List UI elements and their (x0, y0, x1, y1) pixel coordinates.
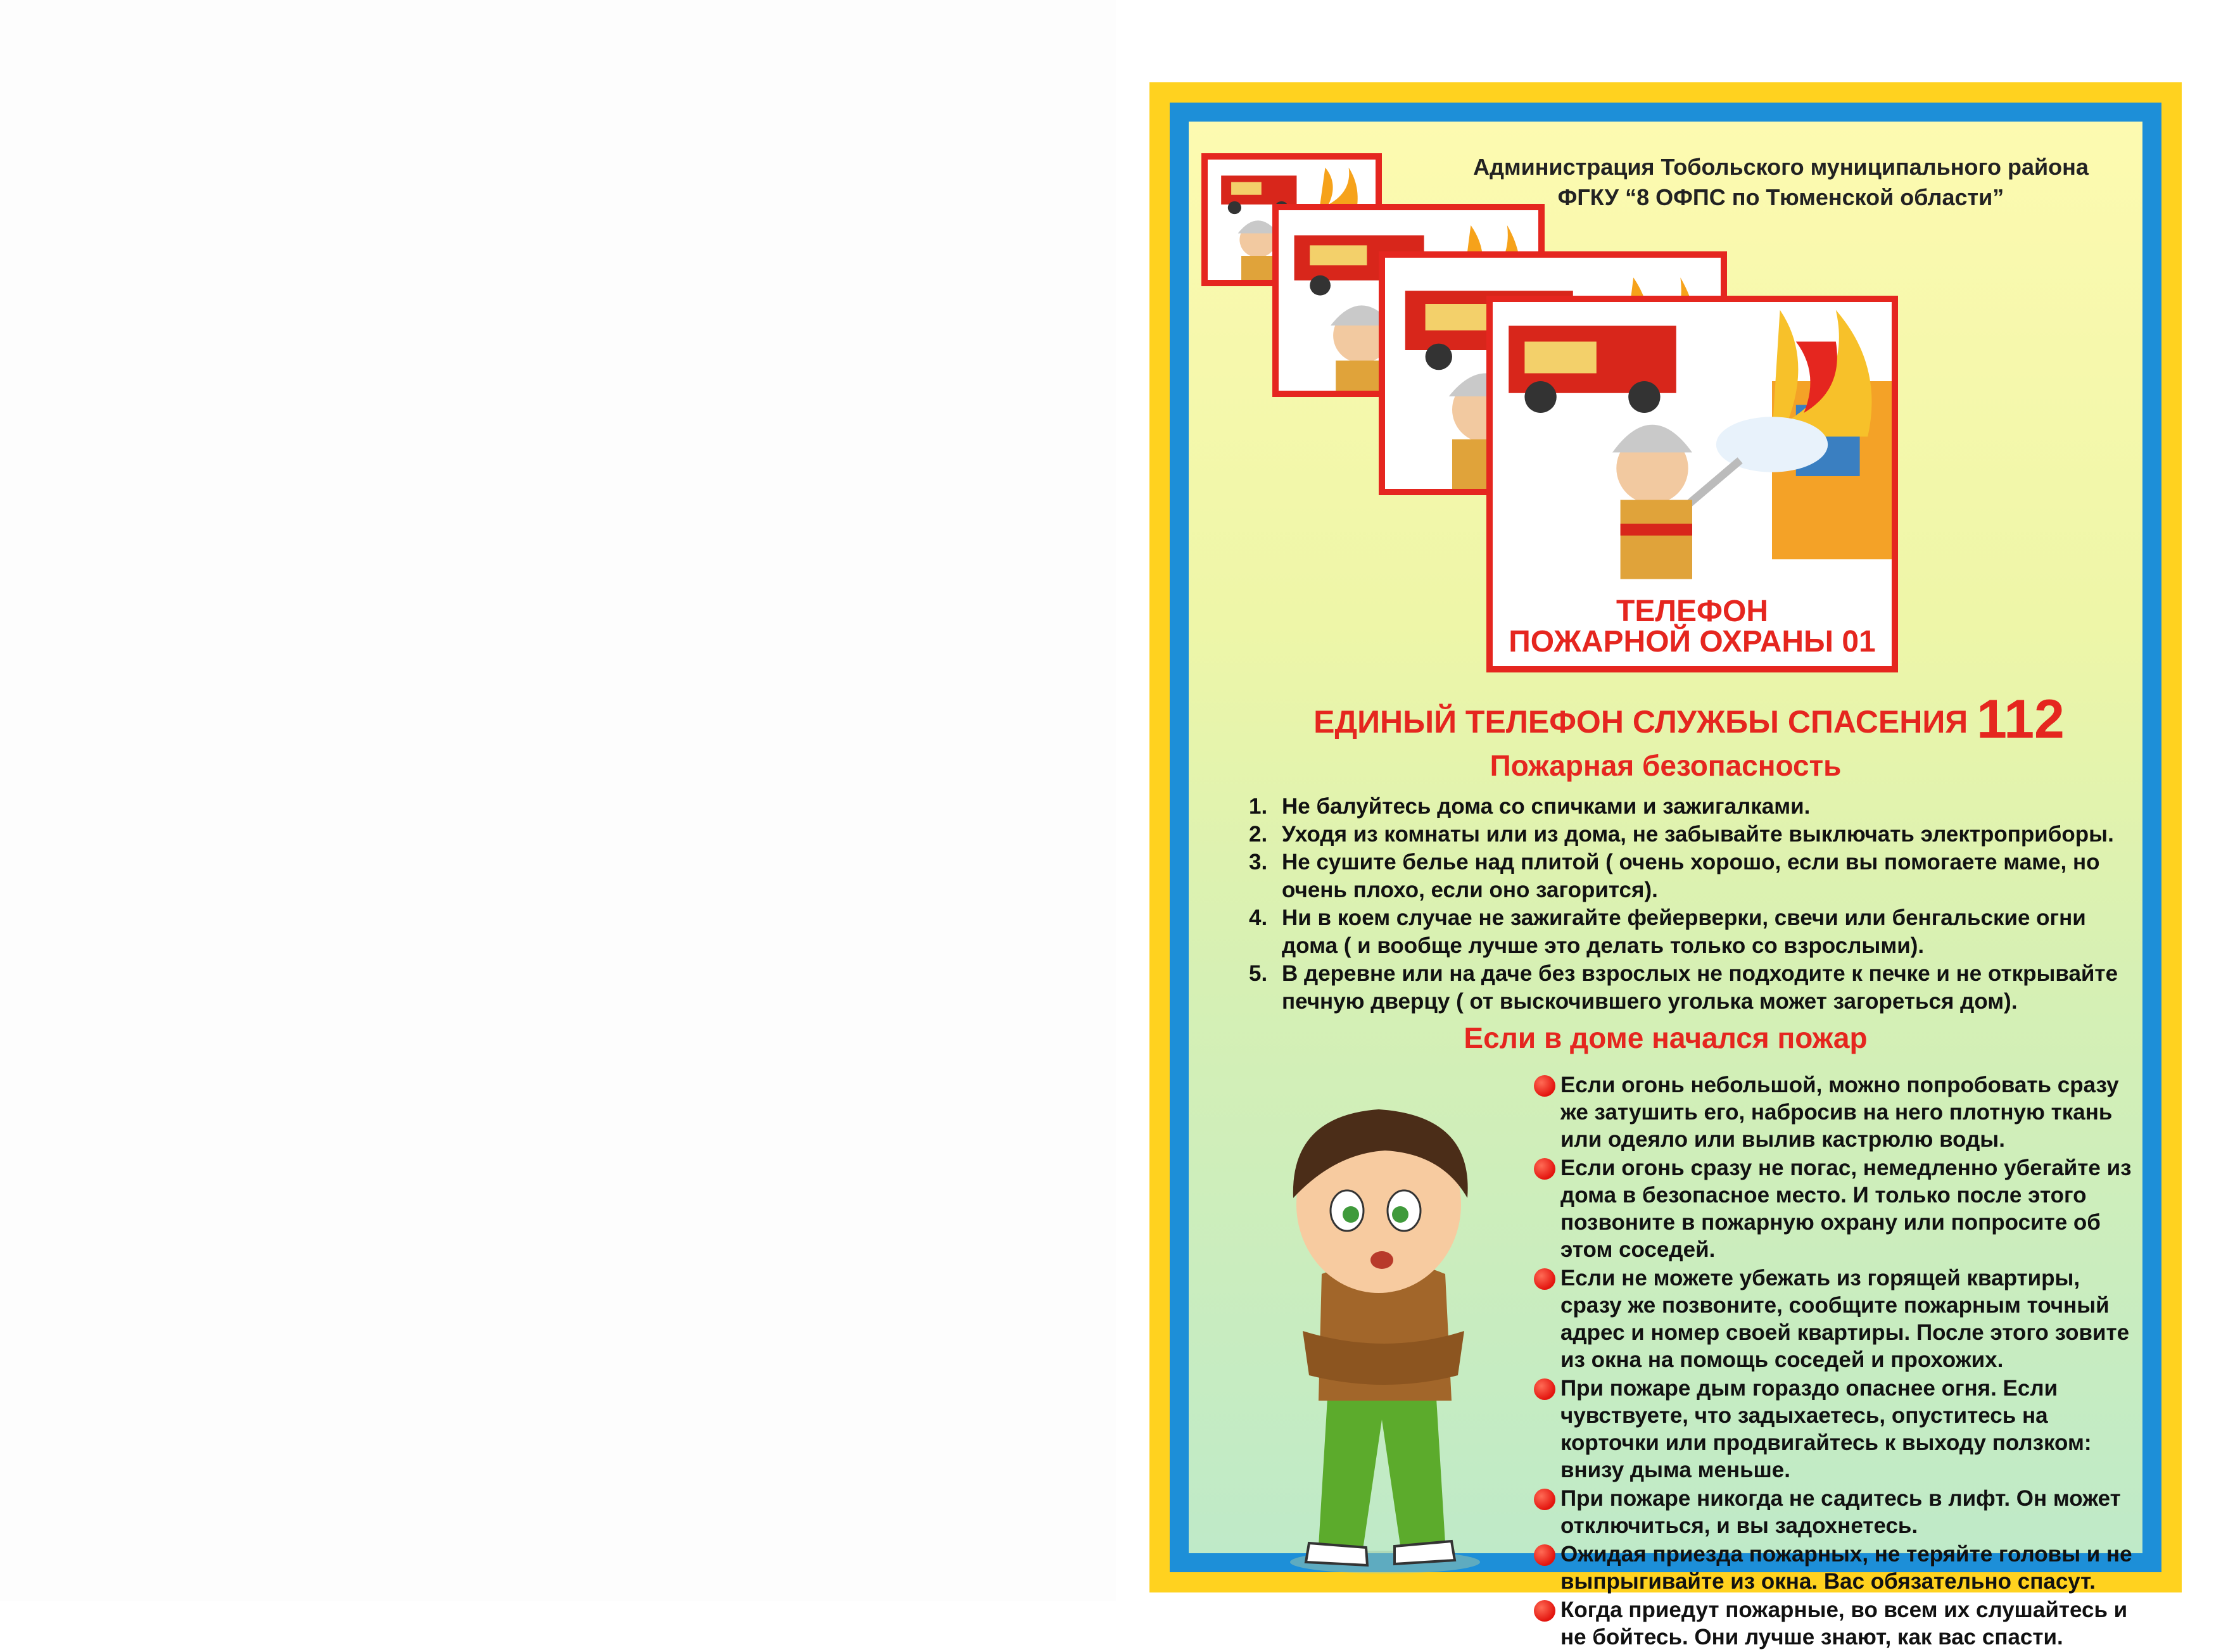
fire-safety-rule (1249, 848, 2136, 904)
house-fire-tip (1534, 1596, 2136, 1651)
tip-text: Если не можете убежать из горящей квартиры, сразу же позвоните, сообщите пожарным точный адрес и номер своей квартиры. После этого зовите из окна на помощь соседей и прохожих. (1560, 1266, 2130, 1372)
unified-rescue-phone (1246, 688, 2132, 751)
unified-phone-label: ЕДИНЫЙ ТЕЛЕФОН СЛУЖБЫ СПАСЕНИЯ (1313, 704, 1968, 740)
fire-safety-poster (1149, 82, 2182, 1649)
boy-illustration (1233, 1090, 1518, 1578)
rule-text: Ни в коем случае не зажигайте фейерверки, свечи или бенгальские огни дома ( и вообще лучше это делать только со взрослыми). (1282, 905, 2086, 958)
poster-content (1189, 122, 2142, 1649)
admin-header (1461, 152, 2101, 213)
rule-number: 4. (1249, 905, 1268, 930)
fire-service-phone-caption (1493, 596, 1892, 657)
red-bullet-icon (1534, 1378, 1555, 1400)
house-fire-heading: Если в доме начался пожар (1464, 1021, 1868, 1054)
caption-line-1: ТЕЛЕФОН (1616, 595, 1768, 628)
admin-line-2: ФГКУ “8 ОФПС по Тюменской области” (1557, 184, 2004, 210)
red-bullet-icon (1534, 1544, 1555, 1566)
unified-phone-number: 112 (1977, 689, 2065, 750)
rule-text: Не балуйтесь дома со спичками и зажигалками. (1282, 794, 1811, 819)
fire-safety-rule (1249, 793, 2136, 821)
red-bullet-icon (1534, 1268, 1555, 1290)
firefighter-card-main (1486, 296, 1898, 672)
rule-text: Уходя из комнаты или из дома, не забывайте выключать электроприборы. (1282, 822, 2114, 847)
house-fire-tip (1534, 1485, 2136, 1539)
red-bullet-icon (1534, 1158, 1555, 1180)
house-fire-tips-list (1534, 1071, 2136, 1652)
fire-safety-rule (1249, 960, 2136, 1016)
tip-text: Ожидая приезда пожарных, не теряйте головы и не выпрыгивайте из окна. Вас обязательно спасут. (1560, 1542, 2132, 1594)
rule-number: 5. (1249, 961, 1268, 986)
tip-text: Если огонь сразу не погас, немедленно убегайте из дома в безопасное место. И только после этого позвоните в пожарную охрану или попросите об этом соседей. (1560, 1156, 2132, 1262)
caption-line-2: ПОЖАРНОЙ ОХРАНЫ 01 (1509, 625, 1876, 659)
house-fire-tip (1534, 1541, 2136, 1595)
fire-safety-rule (1249, 821, 2136, 848)
tip-text: Когда приедут пожарные, во всем их слушайтесь и не бойтесь. Они лучше знают, как вас спасти. (1560, 1598, 2128, 1649)
fire-safety-rules-list (1249, 793, 2136, 1016)
house-fire-tip (1534, 1154, 2136, 1263)
fire-safety-rule (1249, 904, 2136, 960)
tip-text: При пожаре никогда не садитесь в лифт. Он может отключиться, и вы задохнетесь. (1560, 1486, 2121, 1538)
red-bullet-icon (1534, 1075, 1555, 1097)
rule-number: 3. (1249, 850, 1268, 874)
house-fire-tip (1534, 1071, 2136, 1153)
fire-safety-heading: Пожарная безопасность (1490, 749, 1842, 782)
rule-number: 2. (1249, 822, 1268, 847)
red-bullet-icon (1534, 1489, 1555, 1510)
blank-left-page (0, 0, 1116, 1601)
house-fire-tip (1534, 1375, 2136, 1484)
tip-text: При пожаре дым гораздо опаснее огня. Если чувствуете, что задыхаетесь, опуститесь на корточки или продвигайтесь к выходу ползком: внизу дыма меньше. (1560, 1376, 2092, 1482)
rule-text: Не сушите белье над плитой ( очень хорошо, если вы помогаете маме, но очень плохо, если оно загорится). (1282, 850, 2100, 902)
tip-text: Если огонь небольшой, можно попробовать сразу же затушить его, набросив на него плотную ткань или одеяло или вылив кастрюлю воды. (1560, 1073, 2119, 1152)
admin-line-1: Администрация Тобольского муниципального района (1473, 154, 2089, 180)
rule-text: В деревне или на даче без взрослых не подходите к печке и не открывайте печную дверцу ( от выскочившего уголька может загореться дом). (1282, 961, 2118, 1014)
house-fire-tip (1534, 1264, 2136, 1373)
red-bullet-icon (1534, 1600, 1555, 1622)
rule-number: 1. (1249, 794, 1268, 819)
